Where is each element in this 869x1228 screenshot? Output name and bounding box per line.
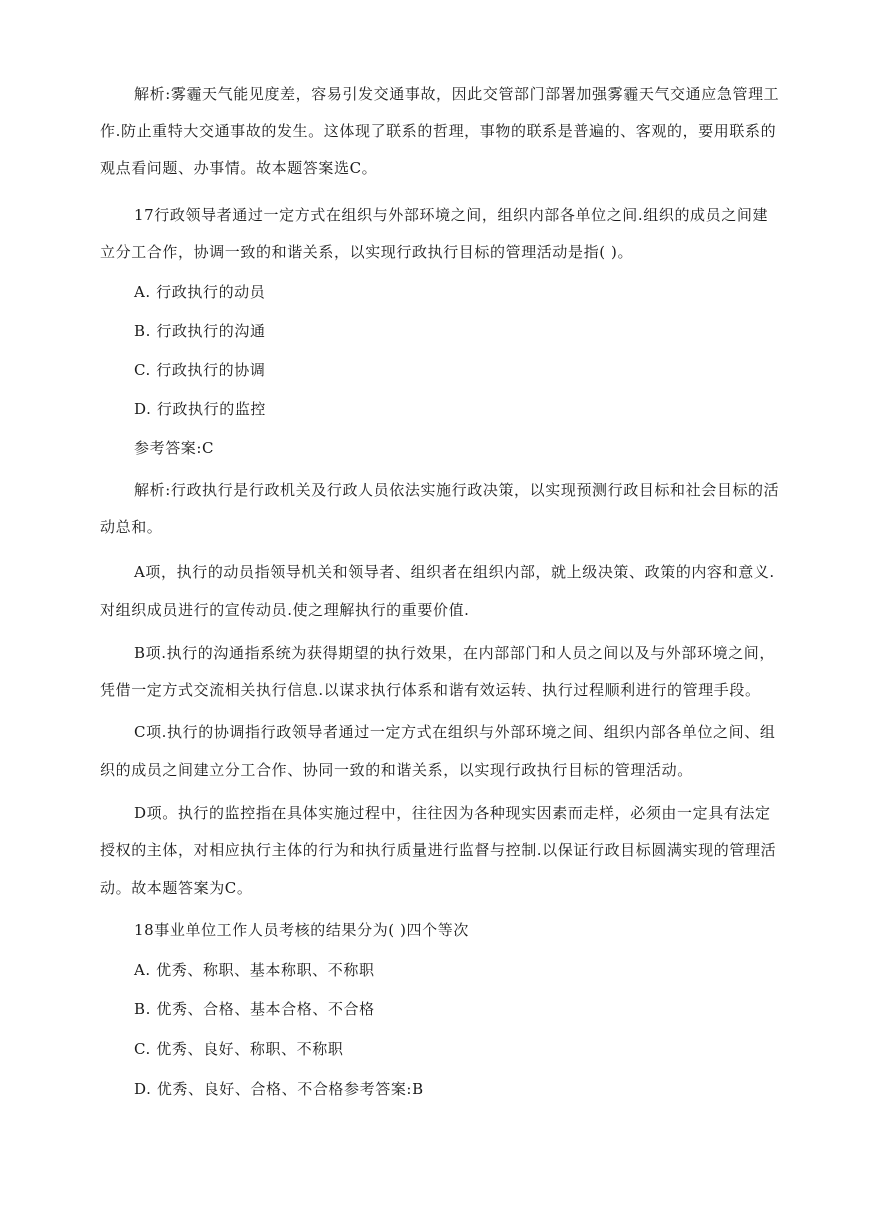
question-18-stem: 18事业单位工作人员考核的结果分为( )四个等次	[134, 921, 469, 939]
question-17-stem: 17行政领导者通过一定方式在组织与外部环境之间，组织内部各单位之间.组织的成员之间建	[134, 206, 769, 224]
text-line: 织的成员之间建立分工合作、协同一致的和谐关系，以实现行政执行目标的管理活动。	[100, 761, 693, 779]
text-line: 解析:雾霾天气能见度差，容易引发交通事故，因此交管部门部署加强雾霾天气交通应急管理工	[134, 85, 780, 103]
option-c: C. 行政执行的协调	[134, 361, 266, 379]
option-c: C. 优秀、良好、称职、不称职	[134, 1040, 344, 1058]
text-line: 观点看问题、办事情。故本题答案选C。	[100, 159, 378, 177]
option-a: A. 优秀、称职、基本称职、不称职	[134, 961, 375, 979]
text-line: 作.防止重特大交通事故的发生。这体现了联系的哲理，事物的联系是普遍的、客观的，要用联系的	[100, 122, 777, 140]
text-line: B项.执行的沟通指系统为获得期望的执行效果，在内部部门和人员之间以及与外部环境之间，	[134, 644, 775, 662]
text-line: 动总和。	[100, 518, 163, 536]
question-17-stem: 立分工合作，协调一致的和谐关系，以实现行政执行目标的管理活动是指( )。	[100, 243, 634, 261]
option-d: D. 优秀、良好、合格、不合格参考答案:B	[134, 1080, 424, 1098]
text-line: 对组织成员进行的宣传动员.使之理解执行的重要价值.	[100, 601, 470, 619]
reference-answer: 参考答案:C	[134, 439, 215, 457]
text-line: 授权的主体，对相应执行主体的行为和执行质量进行监督与控制.以保证行政目标圆满实现的管理活	[100, 841, 777, 859]
option-a: A. 行政执行的动员	[134, 283, 266, 301]
option-d: D. 行政执行的监控	[134, 400, 267, 418]
option-b: B. 优秀、合格、基本合格、不合格	[134, 1000, 375, 1018]
option-b: B. 行政执行的沟通	[134, 322, 266, 340]
text-line: D项。执行的监控指在具体实施过程中，往往因为各种现实因素而走样，必须由一定具有法定	[134, 804, 771, 822]
text-line: 凭借一定方式交流相关执行信息.以谋求执行体系和谐有效运转、执行过程顺利进行的管理手段。	[100, 681, 761, 699]
text-line: 解析:行政执行是行政机关及行政人员依法实施行政决策，以实现预测行政目标和社会目标的活	[134, 481, 780, 499]
text-line: 动。故本题答案为C。	[100, 879, 253, 897]
text-line: A项，执行的动员指领导机关和领导者、组织者在组织内部，就上级决策、政策的内容和意义.	[134, 563, 775, 581]
text-line: C项.执行的协调指行政领导者通过一定方式在组织与外部环境之间、组织内部各单位之间、组	[134, 723, 776, 741]
